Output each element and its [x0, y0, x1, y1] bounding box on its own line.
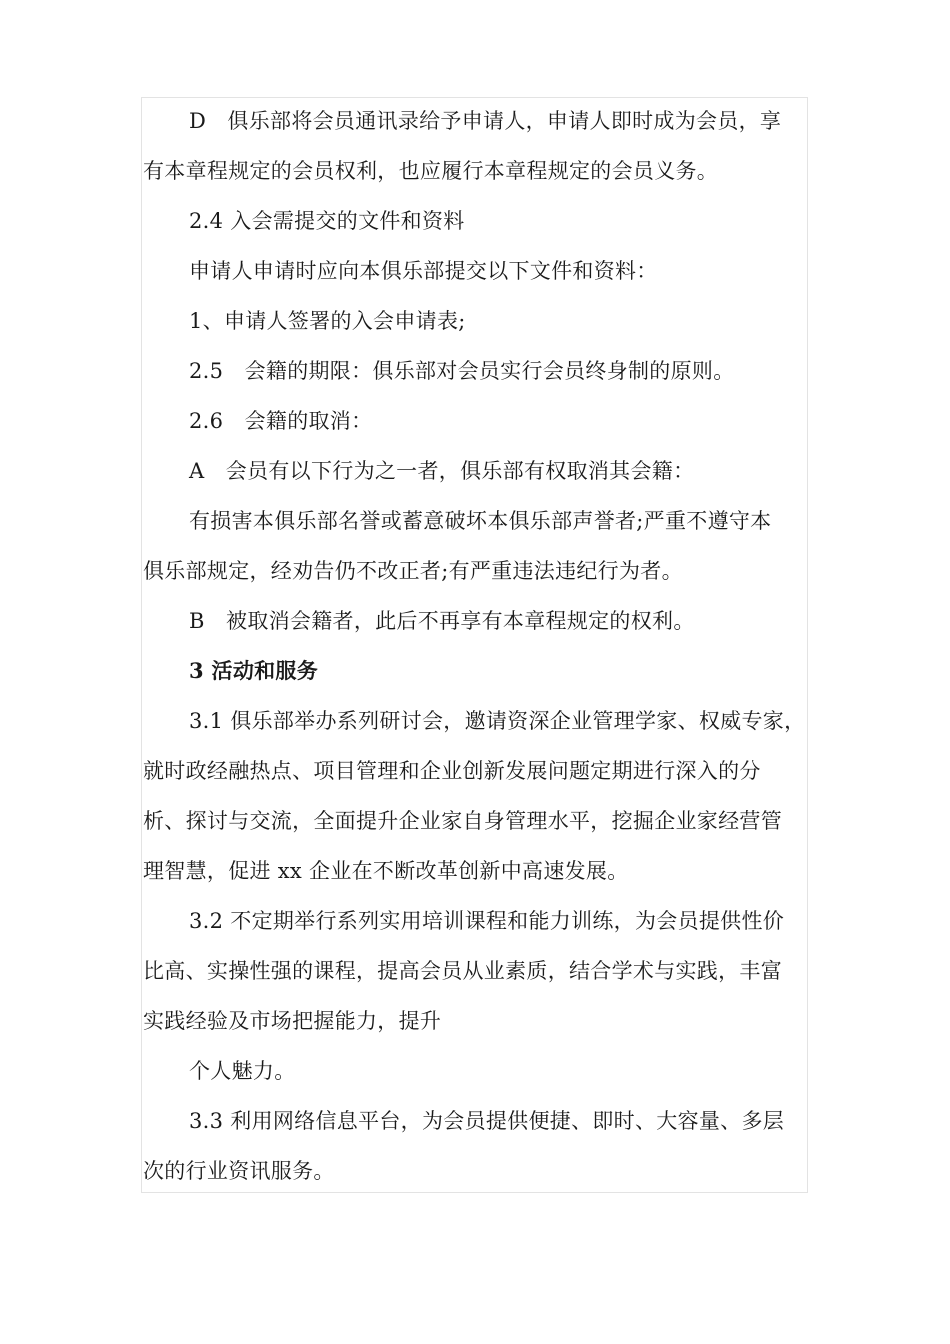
text-line: 有本章程规定的会员权利，也应履行本章程规定的会员义务。	[143, 159, 719, 183]
text-line: 申请人申请时应向本俱乐部提交以下文件和资料：	[189, 259, 658, 283]
text-line: 俱乐部规定，经劝告仍不改正者;有严重违法违纪行为者。	[143, 559, 683, 583]
text-line: 次的行业资讯服务。	[143, 1159, 335, 1183]
text-line: 个人魅力。	[189, 1059, 296, 1083]
text-line: 3.2 不定期举行系列实用培训课程和能力训练，为会员提供性价	[189, 909, 785, 933]
text-line: 析、探讨与交流，全面提升企业家自身管理水平，挖掘企业家经营管	[143, 809, 782, 833]
text-line: 比高、实操性强的课程，提高会员从业素质，结合学术与实践，丰富	[143, 959, 782, 983]
section-heading: 2.6 会籍的取消：	[189, 409, 373, 433]
text-line: 3.1 俱乐部举办系列研讨会，邀请资深企业管理学家、权威专家，	[189, 709, 806, 733]
section-heading: 2.5 会籍的期限：俱乐部对会员实行会员终身制的原则。	[189, 359, 735, 383]
text-line: 理智慧，促进 xx 企业在不断改革创新中高速发展。	[143, 859, 629, 883]
section-heading: 2.4 入会需提交的文件和资料	[189, 209, 465, 233]
list-item: B 被取消会籍者，此后不再享有本章程规定的权利。	[189, 609, 695, 633]
text-line: 3.3 利用网络信息平台，为会员提供便捷、即时、大容量、多层	[189, 1109, 785, 1133]
text-line: D 俱乐部将会员通讯录给予申请人，申请人即时成为会员，享	[189, 109, 782, 133]
list-item: 1、申请人签署的入会申请表;	[189, 309, 466, 333]
text-line: 就时政经融热点、项目管理和企业创新发展问题定期进行深入的分	[143, 759, 761, 783]
text-line: 有损害本俱乐部名誉或蓄意破坏本俱乐部声誉者;严重不遵守本	[189, 509, 772, 533]
text-line: 实践经验及市场把握能力，提升	[143, 1009, 442, 1033]
document-body	[143, 96, 818, 1196]
list-item: A 会员有以下行为之一者，俱乐部有权取消其会籍：	[189, 459, 695, 483]
chapter-heading: 3 活动和服务	[189, 658, 319, 683]
